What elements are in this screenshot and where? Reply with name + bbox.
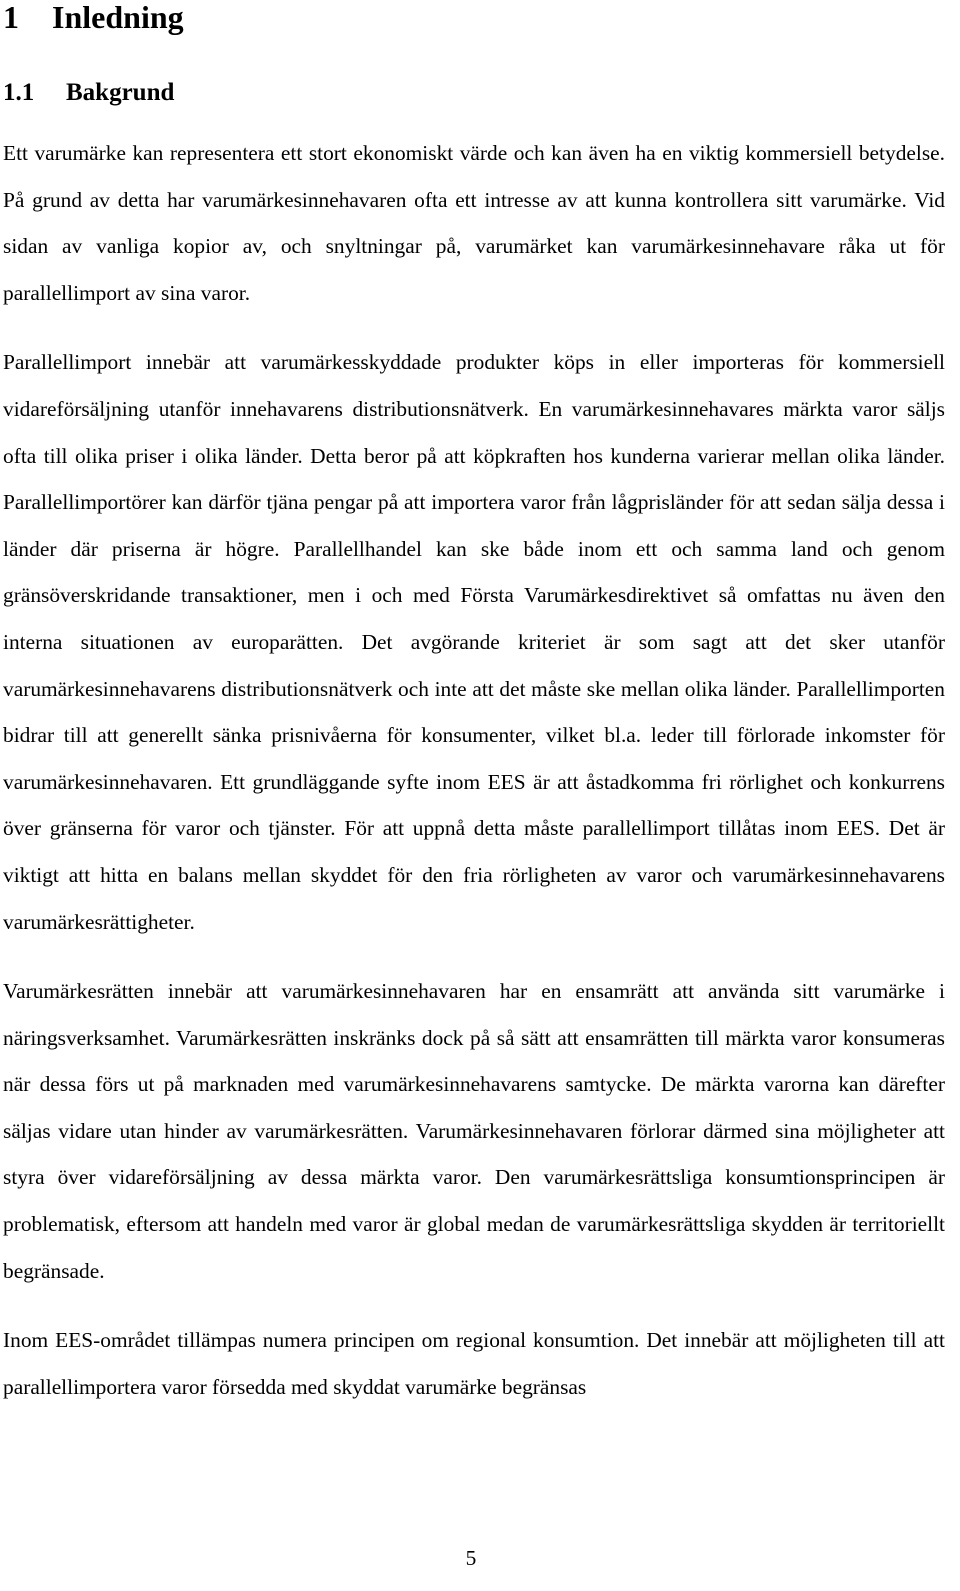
section-heading xyxy=(3,78,945,108)
chapter-heading xyxy=(3,0,945,34)
page-number: 5 xyxy=(465,1546,477,1570)
section-number: 1.1 xyxy=(3,79,35,106)
chapter-title: Inledning xyxy=(52,0,184,35)
paragraph-4: Inom EES-området tillämpas numera principen om regional konsumtion. Det innebär att möjligheten till att parallellimportera varor försedda med skyddat varumärke begränsas xyxy=(3,1328,945,1399)
paragraph-3: Varumärkesrätten innebär att varumärkesinnehavaren har en ensamrätt att använda sitt varumärke i näringsverksamhet. Varumärkesrätten inskränks dock på så sätt att ensamrätten till märkta varor konsumeras när dessa förs ut på marknaden med varumärkesinnehavarens samtycke. De märkta varorna kan därefter säljas vidare utan hinder av varumärkesrätten. Varumärkesinnehavaren förlorar därmed sina möjligheter att styra över vidareförsäljning av dessa märkta varor. Den varumärkesrättsliga konsumtionsprincipen är problematisk, eftersom att handeln med varor är global medan de varumärkesrättsliga skydden är territoriellt begränsade. xyxy=(3,979,945,1283)
document-page xyxy=(3,0,945,1410)
paragraph-1: Ett varumärke kan representera ett stort ekonomiskt värde och kan även ha en viktig kommersiell betydelse. På grund av detta har varumärkesinnehavaren ofta ett intresse av att kunna kontrollera sitt varumärke. Vid sidan av vanliga kopior av, och snyltningar på, varumärket kan varumärkesinnehavare råka ut för parallellimport av sina varor. xyxy=(3,141,945,305)
chapter-number: 1 xyxy=(3,0,19,35)
section-title: Bakgrund xyxy=(66,79,175,106)
paragraph-2: Parallellimport innebär att varumärkesskyddade produkter köps in eller importeras för kommersiell vidareförsäljning utanför innehavarens distributionsnätverk. En varumärkesinnehavares märkta varor säljs ofta till olika priser i olika länder. Detta beror på att köpkraften hos kunderna varierar mellan olika länder. Parallellimportörer kan därför tjäna pengar på att importera varor från lågprisländer för att sedan sälja dessa i länder där priserna är högre. Parallellhandel kan ske både inom ett och samma land och genom gränsöverskridande transaktioner, men i och med Första Varumärkesdirektivet så omfattas nu även den interna situationen av europarätten. Det avgörande kriteriet är som sagt att det sker utanför varumärkesinnehavarens distributionsnätverk och inte att det måste ske mellan olika länder. Parallellimporten bidrar till att generellt sänka prisnivåerna för konsumenter, vilket bl.a. leder till förlorade inkomster för varumärkesinnehavaren. Ett grundläggande syfte inom EES är att åstadkomma fri rörlighet och konkurrens över gränserna för varor och tjänster. För att uppnå detta måste parallellimport tillåtas inom EES. Det är viktigt att hitta en balans mellan skyddet för den fria rörligheten av varor och varumärkesinnehavarens varumärkesrättigheter. xyxy=(3,350,945,934)
